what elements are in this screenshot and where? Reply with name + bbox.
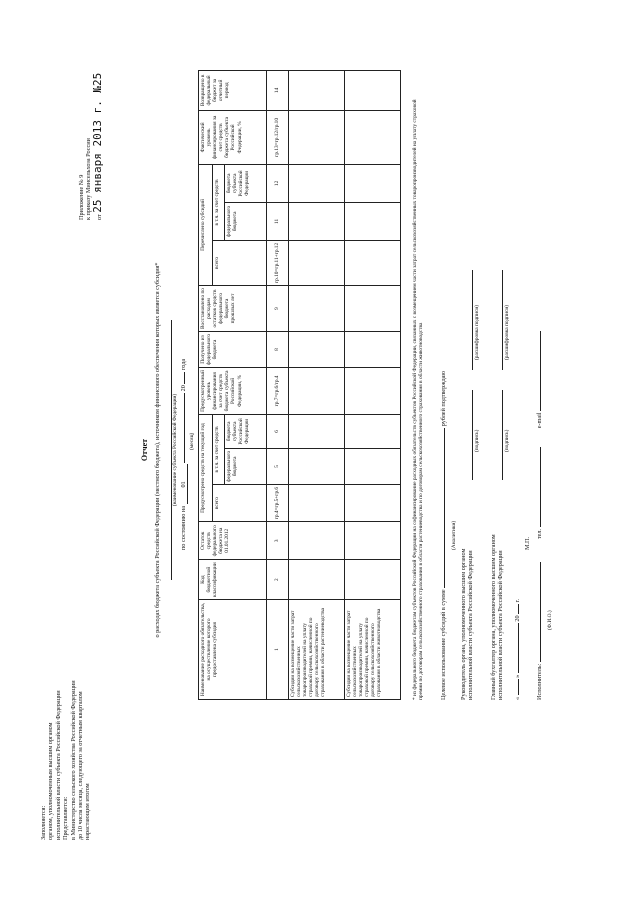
header-transferred-subject: бюджета субъекта Российской Федерации: [225, 164, 267, 202]
as-of-month-field: [184, 393, 185, 463]
table-cell[interactable]: [345, 522, 401, 560]
header-left-line: органом, уполномоченным высшим органом: [47, 722, 55, 840]
head-decoding-caption: (расшифровка подписи): [474, 304, 480, 360]
executor-row: [536, 331, 543, 700]
date-year-prefix: 20: [514, 615, 521, 622]
column-number: 3: [267, 522, 289, 560]
column-number: 1: [267, 600, 289, 700]
as-of-row: [180, 359, 188, 550]
column-number: 6: [267, 414, 289, 448]
header-left-line: исполнительной власти субъекта Российской Федерации: [54, 690, 62, 840]
table-cell[interactable]: [289, 560, 345, 600]
usage-amount-field[interactable]: [444, 428, 445, 588]
table-cell[interactable]: [289, 286, 345, 332]
table-cell[interactable]: [289, 368, 345, 415]
column-number: 14: [267, 70, 289, 110]
header-returned: Возвращено в федеральный бюджет за отчетный период: [199, 70, 267, 110]
usage-label: Целевое использование субсидий в сумме: [440, 589, 447, 700]
header-left-line: Представляется:: [62, 796, 70, 840]
table-cell[interactable]: [345, 286, 401, 332]
header-left-line: до 10 числа месяца, следующего за отчетным кварталом: [77, 691, 85, 840]
header-planned-level: Предусмотренный уровень финансирования за счет средств бюджета субъекта Российской Федерации, %: [199, 368, 267, 415]
column-number: 11: [267, 202, 289, 240]
table-cell[interactable]: [289, 164, 345, 202]
table-cell[interactable]: [345, 164, 401, 202]
rotated-form-sheet: [20, 20, 620, 880]
table-cell[interactable]: [345, 202, 401, 240]
table-cell[interactable]: [345, 560, 401, 600]
as-of-label: по состоянию на: [180, 506, 187, 550]
header-budget-code: Код бюджетной классификации: [199, 560, 267, 600]
table-row: [345, 70, 401, 699]
header-transferred-incl: в т.ч. за счет средств: [213, 164, 225, 240]
table-cell[interactable]: [289, 332, 345, 368]
executor-label: Исполнитель:: [536, 663, 543, 700]
date-day-field[interactable]: [518, 679, 519, 695]
date-year-field[interactable]: [518, 604, 519, 614]
head-label-line: исполнительной власти субъекта Российской Федерации: [467, 550, 475, 700]
table-cell[interactable]: [289, 522, 345, 560]
order-reference: к приказу Минсельхоза России: [85, 138, 93, 220]
header-planned-incl: в т.ч. за счет средств: [213, 414, 225, 484]
header-planned-total: всего: [213, 484, 267, 521]
header-planned-subject: бюджета субъекта Российской Федерации: [225, 414, 267, 448]
head-signature-field[interactable]: [472, 390, 473, 480]
table-cell[interactable]: [289, 484, 345, 521]
accountant-signature-caption: (подпись): [504, 429, 510, 452]
table-cell[interactable]: [289, 202, 345, 240]
executor-name-field[interactable]: [540, 562, 541, 662]
table-cell[interactable]: [345, 240, 401, 285]
header-expenditure-obligation: Наименование расходного обязательства, на осуществление которого предоставлена субсидия: [199, 600, 267, 700]
phone-field[interactable]: [540, 447, 541, 527]
column-number: 2: [267, 560, 289, 600]
date-quote-open: «: [514, 696, 521, 700]
report-table: [198, 70, 401, 700]
report-subtitle: о расходах бюджета субъекта Российской Федерации (местного бюджета), источником финансового обеспечения которых является субсидия*: [154, 262, 161, 638]
date-row: [514, 599, 521, 700]
handwritten-date: 25 января 2013 г.: [90, 100, 104, 213]
usage-caption: (Аналитики): [451, 520, 457, 550]
date-month-field[interactable]: [518, 623, 519, 673]
row-label-crops: Субсидии на возмещение части затрат сельскохозяйственных товаропроизводителей на уплату страховой премии, начисленной по договору сельскохозяйственного страхования в области растениеводства: [289, 600, 345, 700]
accountant-decoding-caption: (расшифровка подписи): [504, 304, 510, 360]
column-number: гр.13=гр.12/гр.10: [267, 110, 289, 164]
header-left-line: Заполняется:: [40, 805, 47, 840]
column-number: гр.4=гр.5+гр.6: [267, 484, 289, 521]
header-left-line: в Министерство сельского хозяйства Российской Федерации: [69, 680, 77, 840]
date-g: г.: [514, 598, 521, 603]
as-of-year-label: года: [180, 358, 187, 371]
header-actual-level: Фактический уровень финансирования за счет средств бюджета субъекта Российской Федерации, %: [199, 110, 267, 164]
header-balance: Остаток средств федерального бюджета на 01.01.2012: [199, 522, 267, 560]
usage-row: [440, 371, 447, 700]
table-cell[interactable]: [345, 448, 401, 484]
header-transferred-total: всего: [213, 240, 267, 285]
head-signature-label: [460, 549, 475, 700]
table-cell[interactable]: [345, 368, 401, 415]
accountant-label-line: исполнительной власти субъекта Российской Федерации: [497, 550, 505, 700]
table-row: [289, 70, 345, 699]
header-restored: Восстановлено по расходам остатков средств федерального бюджета прошлых лет: [199, 286, 267, 332]
head-signature-caption: (подпись): [474, 429, 480, 452]
header-planned-federal: федерального бюджета: [225, 448, 267, 484]
header-transferred-federal: федерального бюджета: [225, 202, 267, 240]
header-right-block: [78, 73, 103, 220]
column-number: 8: [267, 332, 289, 368]
accountant-signature-field[interactable]: [502, 390, 503, 480]
email-field[interactable]: [540, 331, 541, 411]
report-title: Отчет: [140, 438, 149, 462]
table-cell[interactable]: [289, 448, 345, 484]
table-cell[interactable]: [289, 240, 345, 285]
column-number: гр.10=гр.11+гр.12: [267, 240, 289, 285]
table-cell[interactable]: [289, 70, 345, 110]
phone-label: тел.: [536, 528, 543, 540]
header-left-line: нарастающим итогом: [84, 783, 92, 840]
fio-caption: (Ф.И.О.): [547, 610, 553, 630]
as-of-month-caption: (месяц): [189, 432, 195, 450]
header-planned-group: Предусмотрено средств на текущий год: [199, 414, 213, 521]
row-label-livestock: Субсидии на возмещение части затрат сельскохозяйственных товаропроизводителей на уплату страховой премии, начисленной по договору сельскохозяйственного страхования в области животноводства: [345, 600, 401, 700]
stamp-place: М.П.: [524, 536, 531, 550]
table-cell[interactable]: [289, 414, 345, 448]
table-cell[interactable]: [345, 414, 401, 448]
head-decoding-field[interactable]: [472, 270, 473, 370]
date-prefix: от: [95, 214, 103, 220]
footnote: * из федерального бюджета бюджетам субъектов Российской Федерации на софинансирование расходных обязательств субъектов Российской Федерации, связанных с возмещением части затрат сельскохозяйственных товаропроизводителей на уплату страховой премии по договорам сельскохозяйственного страхования в области растениеводства и по договорам сельскохозяйственного страхования в области животноводства: [412, 99, 425, 700]
table-cell[interactable]: [345, 484, 401, 521]
email-label: e-mail: [536, 412, 543, 429]
column-number: 12: [267, 164, 289, 202]
accountant-signature-label: [490, 534, 505, 700]
column-number: 5: [267, 448, 289, 484]
usage-suffix: рублей подтверждаю: [440, 370, 447, 427]
as-of-year-prefix: 20: [180, 385, 187, 392]
appendix-number: Приложение № 9: [78, 174, 85, 220]
header-received: Получено из федерального бюджета: [199, 332, 267, 368]
table-cell[interactable]: [345, 70, 401, 110]
head-label-line: Руководитель органа, уполномоченного высшим органом: [460, 548, 467, 700]
subject-caption: (наименование субъекта Российской Федерации): [172, 393, 178, 507]
table-cell[interactable]: [345, 110, 401, 164]
handwritten-number: №25: [90, 72, 104, 93]
accountant-decoding-field[interactable]: [502, 270, 503, 370]
date-quote-close: »: [514, 674, 521, 678]
table-cell[interactable]: [345, 332, 401, 368]
table-cell[interactable]: [289, 110, 345, 164]
as-of-day: 01: [180, 464, 188, 504]
accountant-label-line: Главный бухгалтер органа, уполномоченного высшим органом: [490, 534, 497, 700]
as-of-year-field: [184, 372, 185, 384]
column-number: гр.7=гр.6/гр.4: [267, 368, 289, 415]
header-transferred-group: Перечислено субсидий: [199, 164, 213, 285]
header-left-block: [40, 680, 92, 840]
column-number: 9: [267, 286, 289, 332]
